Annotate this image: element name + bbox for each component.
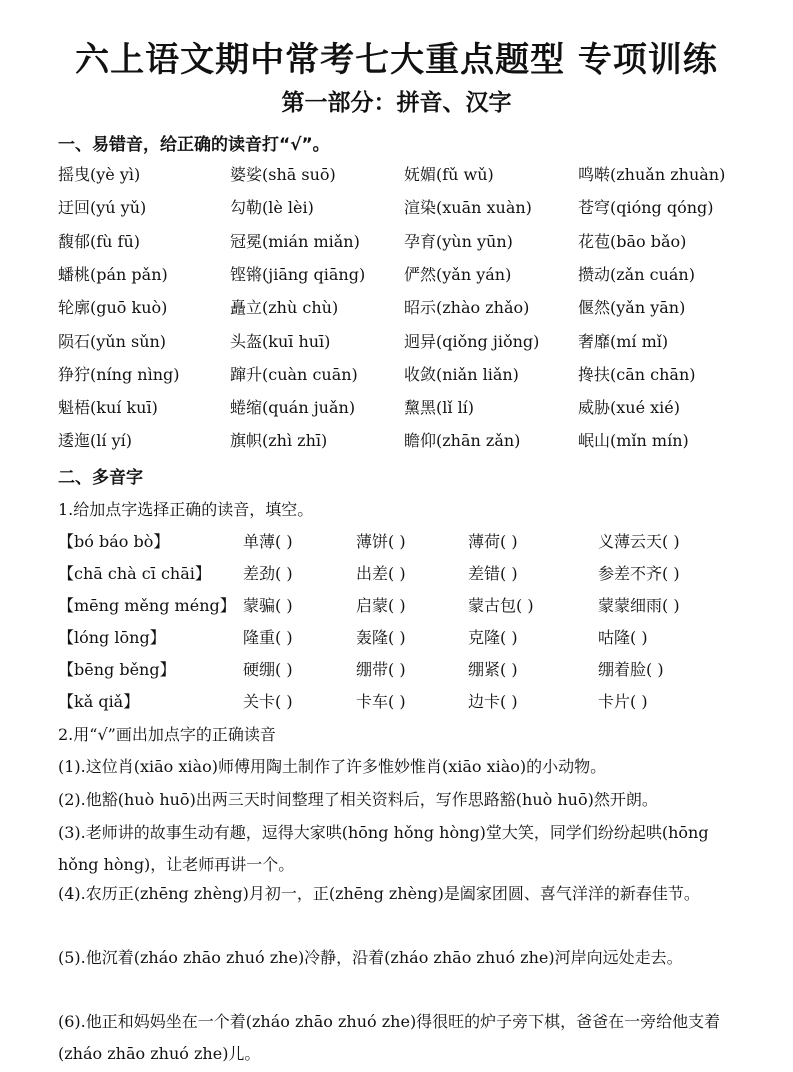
pronunciation-item: 搀扶(cān chān) <box>578 364 696 384</box>
pronunciation-item: 旗帜(zhì zhī) <box>230 431 328 451</box>
polyphone-row <box>0 625 793 655</box>
fill-blank-item: 绷紧( ) <box>468 660 518 679</box>
pronunciation-item: 铿锵(jiāng qiāng) <box>230 264 366 284</box>
pronunciation-item: 黧黑(lǐ lí) <box>404 398 475 418</box>
question-2-item: (3).老师讲的故事生动有趣，逗得大家哄(hōng hǒng hòng)堂大笑，同学们纷纷起哄(hōng hǒng hòng)，让老师再讲一个。 <box>58 823 709 874</box>
pronunciation-item: 奢靡(mí mǐ) <box>578 331 669 351</box>
pronunciation-item: 蟠桃(pán pǎn) <box>58 264 168 284</box>
polyphone-row <box>0 689 793 719</box>
fill-blank-item: 差劲( ) <box>243 564 293 583</box>
pronunciation-item: 妩媚(fǔ wǔ) <box>404 165 494 184</box>
fill-blank-item: 出差( ) <box>356 564 406 583</box>
pronunciation-item: 勾勒(lè lèi) <box>230 198 314 218</box>
pronunciation-row <box>0 229 793 259</box>
pronunciation-item: 蹿升(cuàn cuān) <box>230 364 358 384</box>
reading-options: 【bēng běng】 <box>58 660 176 679</box>
question-2-item: (4).农历正(zhēng zhèng)月初一，正(zhēng zhèng)是阖家团圆、喜气洋洋的新春佳节。 <box>58 884 700 903</box>
section2-heading: 二、多音字 <box>58 468 143 488</box>
fill-blank-item: 蒙蒙细雨( ) <box>598 596 680 615</box>
fill-blank-item: 蒙古包( ) <box>468 596 534 615</box>
pronunciation-row <box>0 329 793 359</box>
fill-blank-item: 义薄云天( ) <box>598 532 680 551</box>
pronunciation-row <box>0 428 793 458</box>
pronunciation-item: 孕育(yùn yūn) <box>404 231 513 251</box>
pronunciation-row <box>0 362 793 392</box>
pronunciation-row <box>0 395 793 425</box>
polyphone-row <box>0 657 793 687</box>
pronunciation-item: 狰狞(níng nìng) <box>58 364 180 384</box>
pronunciation-item: 矗立(zhù chù) <box>230 298 339 318</box>
pronunciation-item: 陨石(yǔn sǔn) <box>58 331 167 351</box>
pronunciation-row <box>0 162 793 192</box>
reading-options: 【mēng měng méng】 <box>58 596 236 615</box>
fill-blank-item: 克隆( ) <box>468 628 518 647</box>
fill-blank-item: 关卡( ) <box>243 692 293 711</box>
reading-options: 【chā chà cī chāi】 <box>58 564 211 583</box>
fill-blank-item: 绷着脸( ) <box>598 660 664 679</box>
pronunciation-item: 迂回(yú yǔ) <box>58 198 147 218</box>
pronunciation-item: 鸣啭(zhuǎn zhuàn) <box>578 165 726 184</box>
fill-blank-item: 卡片( ) <box>598 692 648 711</box>
pronunciation-item: 摇曳(yè yì) <box>58 165 141 184</box>
pronunciation-item: 渲染(xuān xuàn) <box>404 198 532 218</box>
polyphone-row <box>0 593 793 623</box>
pronunciation-item: 苍穹(qióng qóng) <box>578 198 714 218</box>
fill-blank-item: 卡车( ) <box>356 692 406 711</box>
pronunciation-item: 收敛(niǎn liǎn) <box>404 364 519 384</box>
pronunciation-item: 威胁(xué xié) <box>578 398 680 418</box>
pronunciation-item: 婆娑(shā suō) <box>230 165 336 184</box>
pronunciation-item: 偃然(yǎn yān) <box>578 298 686 318</box>
pronunciation-item: 花苞(bāo bǎo) <box>578 231 687 251</box>
pronunciation-item: 俨然(yǎn yán) <box>404 264 512 284</box>
pronunciation-item: 头盔(kuī huī) <box>230 331 331 351</box>
pronunciation-item: 瞻仰(zhān zǎn) <box>404 431 521 451</box>
pronunciation-item: 轮廓(guō kuò) <box>58 298 168 318</box>
pronunciation-item: 逶迤(lí yí) <box>58 431 132 451</box>
pronunciation-item: 魁梧(kuí kuī) <box>58 398 158 418</box>
fill-blank-item: 蒙骗( ) <box>243 596 293 615</box>
fill-blank-item: 薄荷( ) <box>468 532 518 551</box>
reading-options: 【bó báo bò】 <box>58 532 170 551</box>
pronunciation-item: 蜷缩(quán juǎn) <box>230 398 356 418</box>
pronunciation-item: 迥异(qiǒng jiǒng) <box>404 331 540 351</box>
section1-heading: 一、易错音，给正确的读音打“√”。 <box>58 135 330 155</box>
fill-blank-item: 绷带( ) <box>356 660 406 679</box>
fill-blank-item: 轰隆( ) <box>356 628 406 647</box>
fill-blank-item: 启蒙( ) <box>356 596 406 615</box>
fill-blank-item: 薄饼( ) <box>356 532 406 551</box>
pronunciation-row <box>0 262 793 292</box>
page-title: 六上语文期中常考七大重点题型 专项训练 <box>75 40 718 80</box>
question-2-item: (5).他沉着(zháo zhāo zhuó zhe)冷静，沿着(zháo zhāo zhuó zhe)河岸向远处走去。 <box>58 948 683 967</box>
polyphone-row <box>0 561 793 591</box>
pronunciation-row <box>0 195 793 225</box>
question-1-text: 1.给加点字选择正确的读音，填空。 <box>58 500 314 519</box>
reading-options: 【kǎ qiǎ】 <box>58 692 140 711</box>
fill-blank-item: 参差不齐( ) <box>598 564 680 583</box>
question-2-item: (2).他豁(huò huō)出两三天时间整理了相关资料后，写作思路豁(huò huō)然开朗。 <box>58 790 658 809</box>
page-subtitle: 第一部分：拼音、汉字 <box>281 90 512 116</box>
pronunciation-row <box>0 295 793 325</box>
fill-blank-item: 差错( ) <box>468 564 518 583</box>
reading-options: 【lóng lōng】 <box>58 628 166 647</box>
question-2-text: 2.用“√”画出加点字的正确读音 <box>58 725 276 744</box>
pronunciation-item: 冠冕(mián miǎn) <box>230 231 360 251</box>
question-2-item: (1).这位肖(xiāo xiào)师傅用陶土制作了许多惟妙惟肖(xiāo xiào)的小动物。 <box>58 757 607 776</box>
question-2-item: (6).他正和妈妈坐在一个着(zháo zhāo zhuó zhe)得很旺的炉子旁下棋，爸爸在一旁给他支着(zháo zhāo zhuó zhe)儿。 <box>58 1012 721 1063</box>
fill-blank-item: 单薄( ) <box>243 532 293 551</box>
fill-blank-item: 隆重( ) <box>243 628 293 647</box>
fill-blank-item: 边卡( ) <box>468 692 518 711</box>
fill-blank-item: 咕隆( ) <box>598 628 648 647</box>
pronunciation-item: 馥郁(fù fū) <box>58 231 141 251</box>
pronunciation-item: 昭示(zhào zhǎo) <box>404 298 530 318</box>
pronunciation-item: 攒动(zǎn cuán) <box>578 264 695 284</box>
pronunciation-item: 岷山(mǐn mín) <box>578 431 689 451</box>
fill-blank-item: 硬绷( ) <box>243 660 293 679</box>
polyphone-row <box>0 529 793 559</box>
